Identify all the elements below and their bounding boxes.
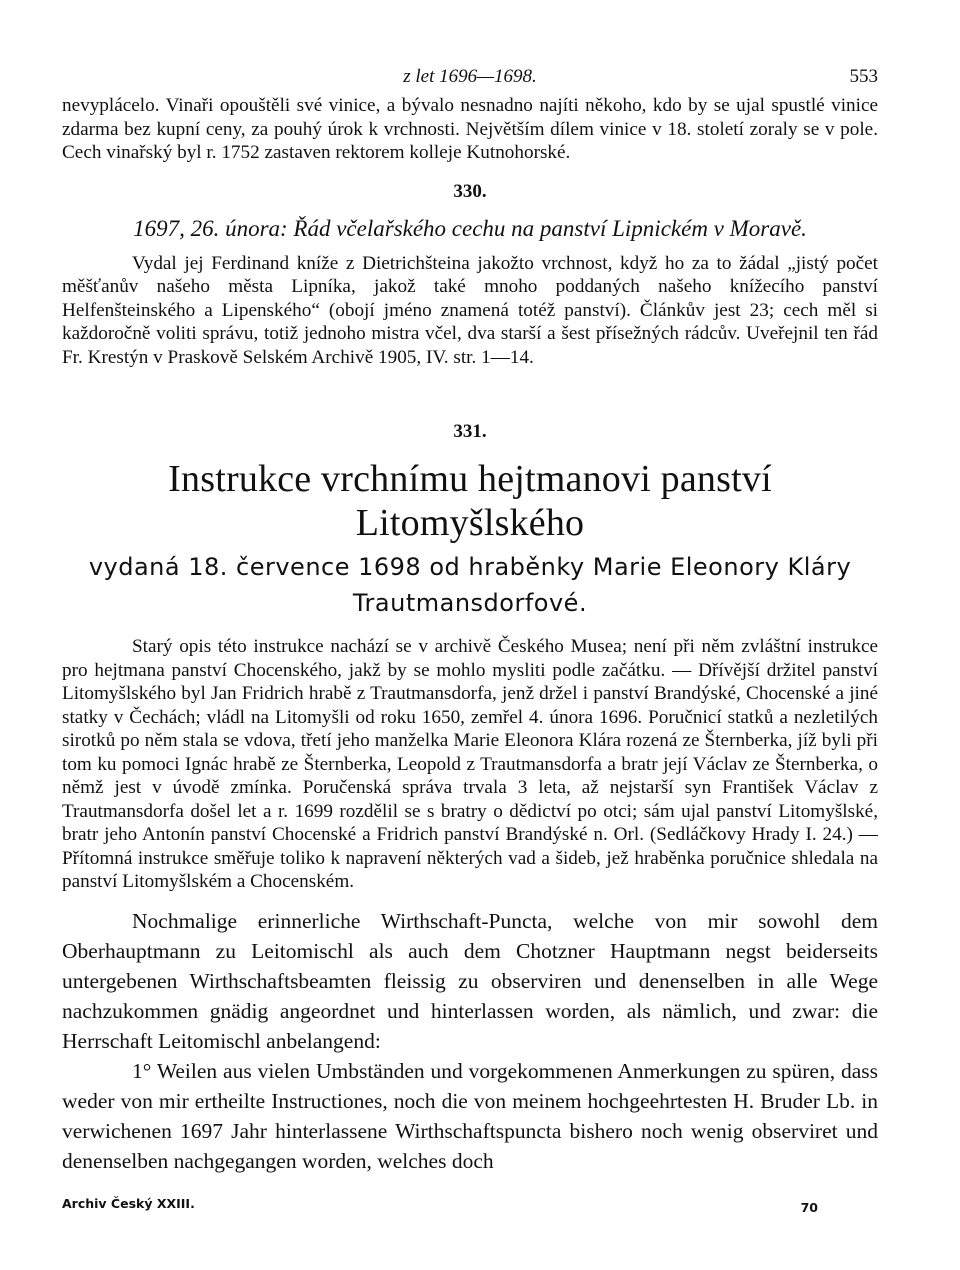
page-number: 553 <box>849 66 878 87</box>
entry-329-continuation: nevyplácelo. Vinaři opouštěli své vinice, a bývalo nesnadno najíti někoho, kdo by se ujal spustlé vinice zdarma bez kupní ceny, za pouhý úrok k vrchnosti. Největším dílem vinice v 18. století zoraly se v pole. Cech vinařský byl r. 1752 zastaven rektorem kolleje Kutnohorské. <box>62 95 878 163</box>
entry-331-number: 331. <box>453 421 487 442</box>
german-preamble: Nochmalige erinnerliche Wirthschaft-Puncta, welche von mir sowohl dem Oberhauptmann zu Leitomischl als auch dem Chotzner Hauptmann negst beiderseits untergebenen Wirthschaftsbeamten fleissig zu observiren und denenselben in alle Wege nachzukommen gnädig angeordnet und hinterlassen worden, als nämlich, und zwar: die Herrschaft Leitomischl anbelangend: <box>62 908 878 1053</box>
entry-330-text: Vydal jej Ferdinand kníže z Dietrichšteina jakožto vrchnost, když ho za to žádal „jistý počet měšťanův našeho města Lipníka, jakož také mnoho poddaných našeho knížecího panství Helfenšteinského a Lipenského“ (obojí jméno znamená totéž panství). Článkův jest 23; cech měl si každoročně voliti správu, totiž jednoho mistra včel, dva starší a šest přísežných rádcův. Uveřejnil ten řád Fr. Krestýn v Praskově Selském Archivě 1905, IV. str. 1—14. <box>62 252 878 368</box>
footer-source: Archiv Český XXIII. <box>62 1196 195 1211</box>
document-page <box>62 60 878 1176</box>
page-footer <box>62 1196 818 1215</box>
german-point-1: 1° Weilen aus vielen Umbständen und vorgekommenen Anmerkungen zu spüren, dass weder von mir ertheilte Instructiones, noch die von meinem hochgeehrtesten H. Bruder Lb. in verwichenen 1697 Jahr hinterlassene Wirthschaftspuncta bishero noch wenig observiret und denenselben nachgegangen worden, welches doch <box>62 1058 878 1173</box>
entry-331-intro: Starý opis této instrukce nachází se v archivě Českého Musea; není při něm zvláštní instrukce pro hejtmana panství Chocenského, jakž by se mohlo mysliti podle začátku. — Dřívější držitel panství Litomyšlského byl Jan Fridrich hrabě z Trautmansdorfa, jenž držel i panství Brandýské, Chocenské a jiné statky v Čechách; vládl na Litomyšli od roku 1650, zemřel 4. února 1696. Poručnicí statků a nezletilých sirotků po něm stala se vdova, třetí jeho manželka Marie Eleonora Klára rozená ze Šternberka, jíž byli při tom ku pomoci Ignác hrabě ze Šternberka, Leopold z Trautmansdorfa a bratr její Václav ze Šternberka, o němž jest v úvodě zmínka. Poručenská správa trvala 3 leta, až nejstarší syn František Václav z Trautmansdorfa došel let a r. 1699 rozdělil se s bratry o dědictví po otci; sám ujal panství Litomyšlské, bratr jeho Antonín panství Chocenské a Fridrich panství Brandýské n. Orl. (Sedláčkovy Hrady I. 24.) — Přítomná instrukce směřuje toliko k napravení některých vad a šideb, jež hraběnka poručnice shledala na panství Litomyšlském a Chocenském. <box>62 636 878 892</box>
entry-331-subtitle: vydaná 18. července 1698 od hraběnky Marie Eleonory Kláry Trautmansdorfové. <box>88 553 852 617</box>
entry-330-heading: 1697, 26. února: Řád včelařského cechu na panství Lipnickém v Moravě. <box>133 215 807 241</box>
running-title: z let 1696—1698. <box>403 66 537 87</box>
entry-331-title: Instrukce vrchnímu hejtmanovi panství Litomyšlského <box>168 458 772 544</box>
footer-signature-number: 70 <box>800 1200 818 1215</box>
page-header <box>62 60 878 94</box>
entry-330-number: 330. <box>453 180 487 202</box>
